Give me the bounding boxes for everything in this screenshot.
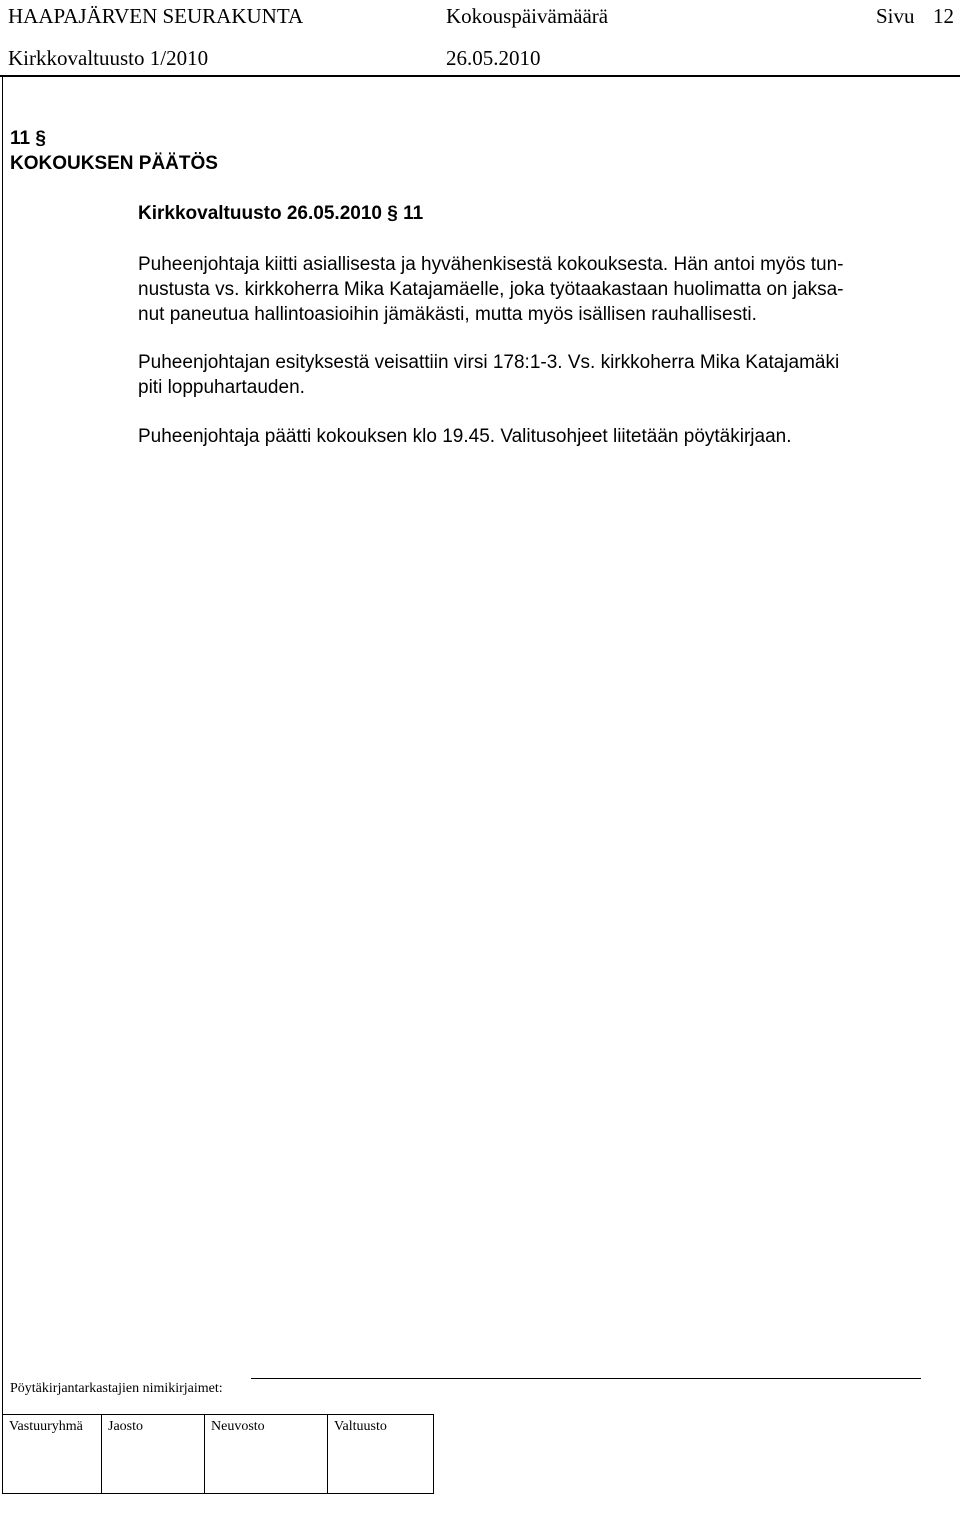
meeting-reference-sign: § xyxy=(387,203,398,224)
section-number-value: 11 xyxy=(10,128,31,149)
meeting-reference-number: 11 xyxy=(403,203,424,224)
meeting-body: Kirkkovaltuusto 1/2010 xyxy=(8,46,209,70)
header-divider xyxy=(0,75,960,77)
paragraph-line: Puheenjohtaja päätti kokouksen klo 19.45. Valitusohjeet liitetään pöytäkirjaan. xyxy=(138,426,792,447)
organization-name: HAAPAJÄRVEN SEURAKUNTA xyxy=(8,4,304,28)
box-label-jaosto: Jaosto xyxy=(108,1419,143,1434)
meeting-date-label: Kokouspäivämäärä xyxy=(446,4,609,28)
paragraph-line: nustusta vs. kirkkoherra Mika Katajamäelle, joka työtaakastaan huolimatta on jaksa- xyxy=(138,279,844,300)
paragraph-closing xyxy=(138,424,938,449)
paragraph-line: Puheenjohtajan esityksestä veisattiin virsi 178:1-3. Vs. kirkkoherra Mika Katajamäki xyxy=(138,352,840,373)
box-label-neuvosto: Neuvosto xyxy=(211,1419,265,1434)
signature-line xyxy=(251,1378,921,1379)
page-frame-left xyxy=(2,76,3,1494)
page-number: 12 xyxy=(933,4,954,28)
paragraph-line: Puheenjohtaja kiitti asiallisesta ja hyvähenkisestä kokouksesta. Hän antoi myös tun- xyxy=(138,254,844,275)
paragraph-hymn xyxy=(138,350,938,400)
box-label-valtuusto: Valtuusto xyxy=(334,1419,387,1434)
section-number xyxy=(10,128,46,150)
signature-label: Pöytäkirjantarkastajien nimikirjaimet: xyxy=(10,1381,223,1396)
page-label: Sivu xyxy=(876,4,915,28)
paragraph-line: nut paneutua hallintoasioihin jämäkästi, mutta myös isällisen rauhallisesti. xyxy=(138,304,757,325)
section-sign: § xyxy=(35,128,46,149)
paragraph-thanks xyxy=(138,252,938,327)
meeting-date: 26.05.2010 xyxy=(446,46,541,70)
box-label-vastuuryhma: Vastuuryhmä xyxy=(9,1419,83,1434)
meeting-reference-text: Kirkkovaltuusto 26.05.2010 xyxy=(138,203,382,224)
paragraph-line: piti loppuhartauden. xyxy=(138,377,305,398)
meeting-reference xyxy=(138,203,423,225)
section-title: KOKOUKSEN PÄÄTÖS xyxy=(10,153,218,174)
